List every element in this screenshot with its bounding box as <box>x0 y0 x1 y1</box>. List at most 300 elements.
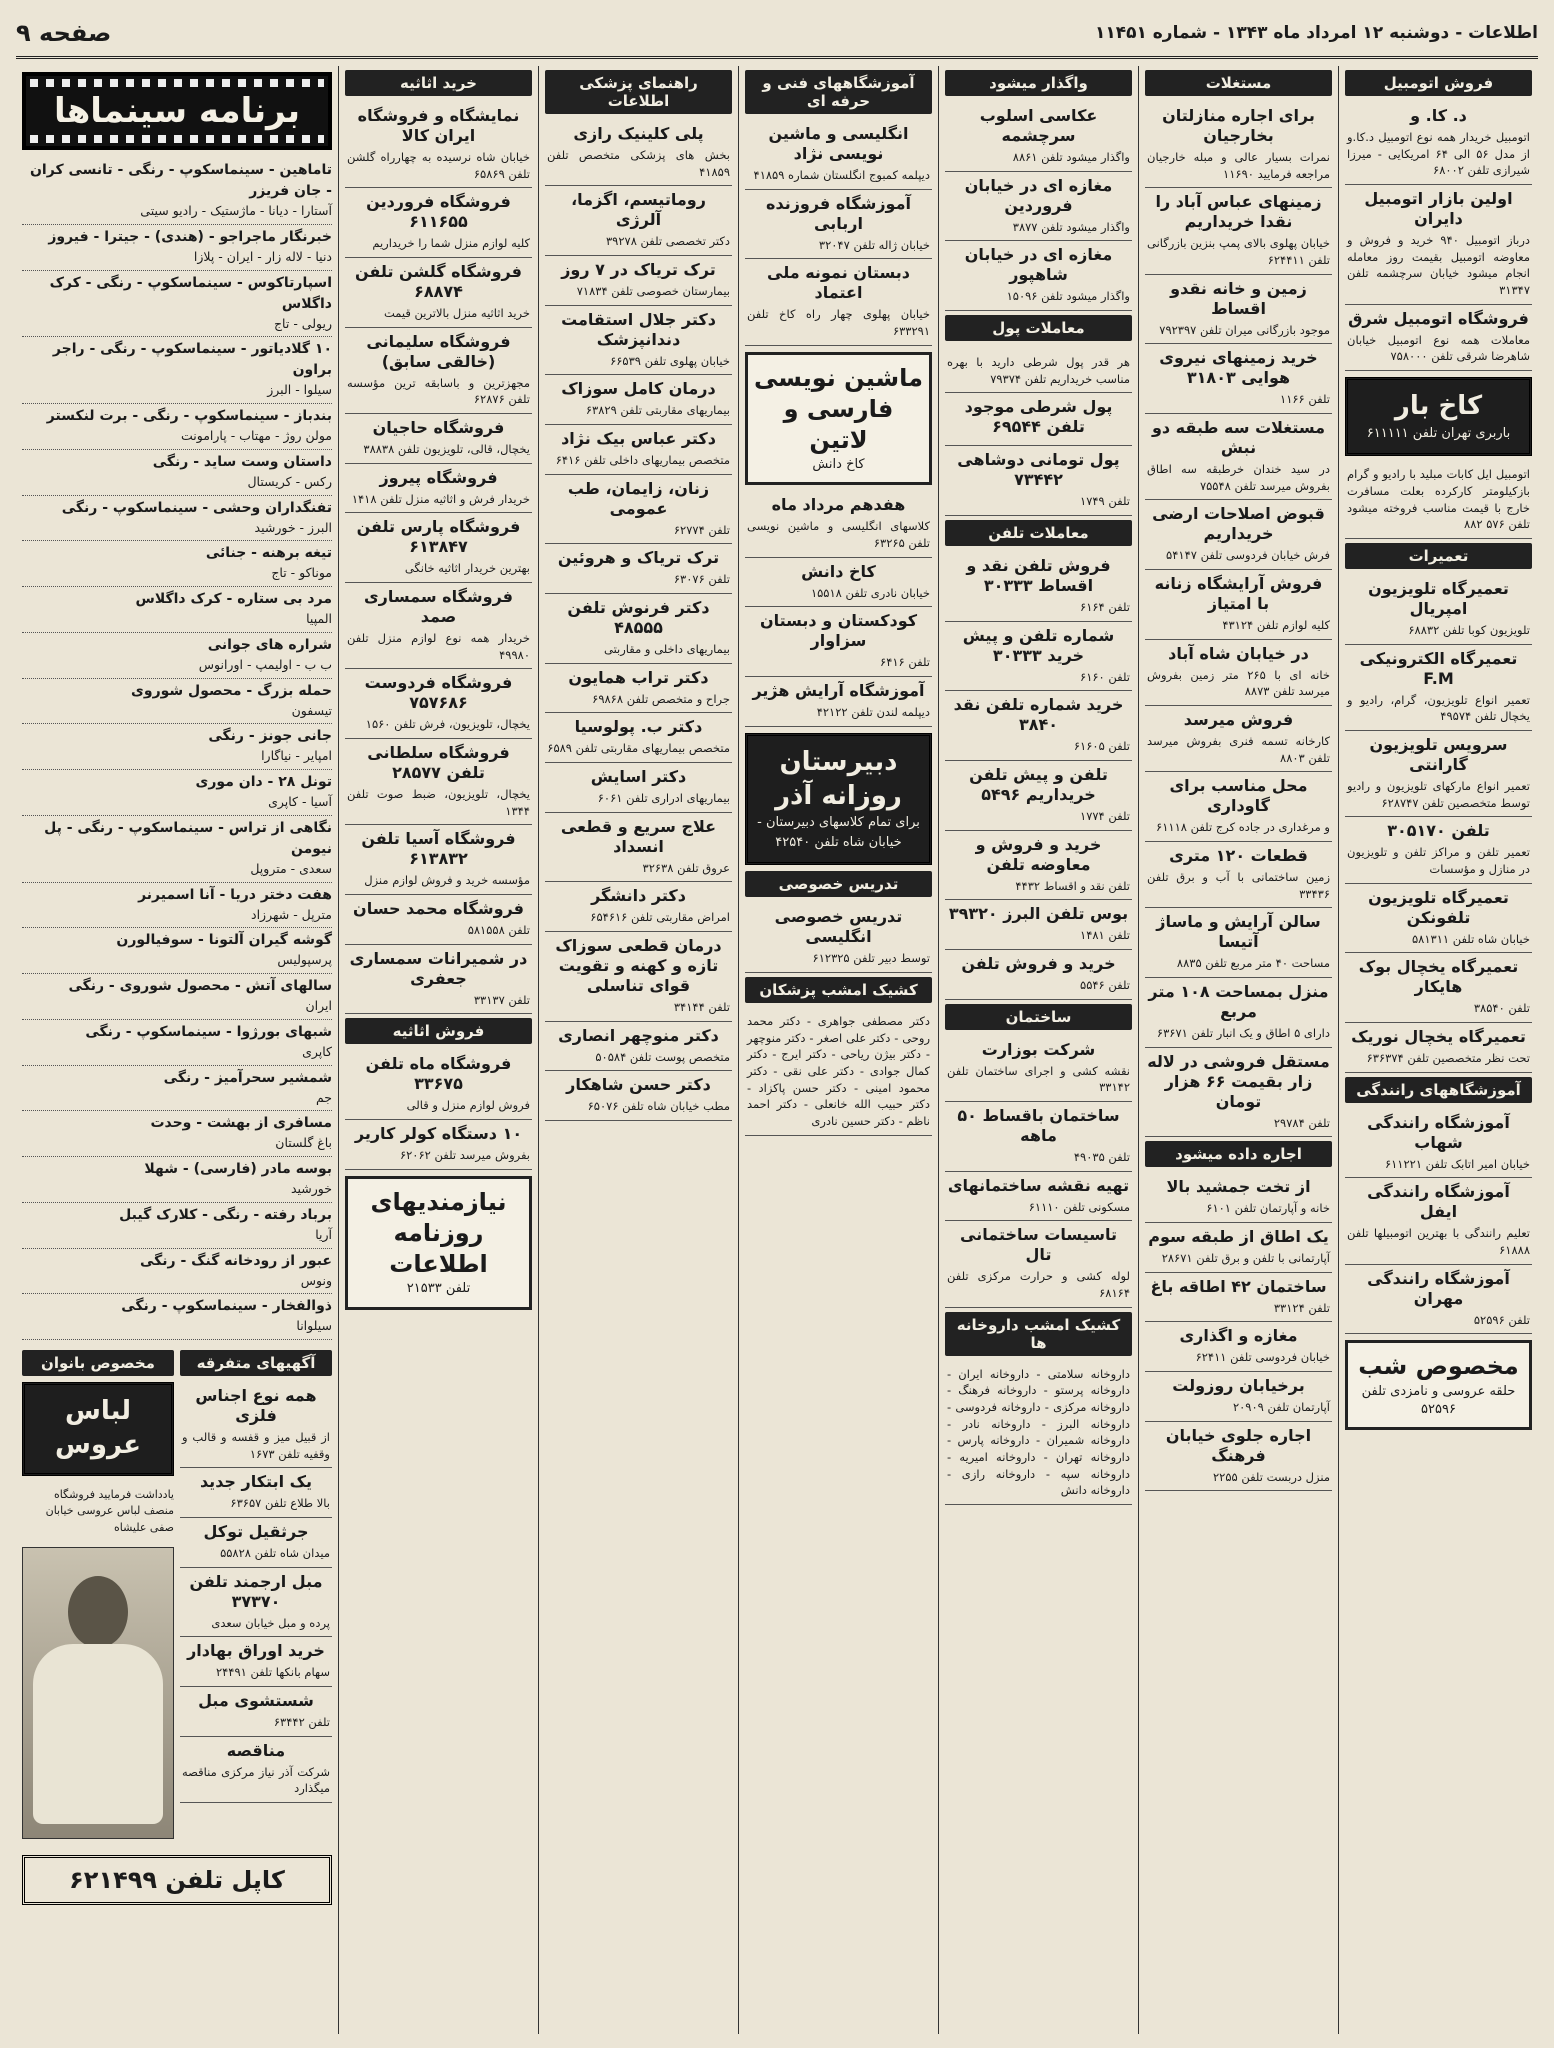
film-strip-bottom <box>30 135 324 143</box>
ad-heading: ساختمان ۴۲ اطاقه باغ <box>1150 1276 1327 1296</box>
section-title: آگهیهای متفرقه <box>180 1350 332 1376</box>
film-title: نگاهی از تراس - سینماسکوپ - رنگی - پل نیومن <box>44 819 332 857</box>
classified-ad <box>945 552 1132 622</box>
classified-ad <box>1145 102 1332 188</box>
classified-ad <box>345 825 532 895</box>
ad-heading: دکتر دانشگر <box>591 886 686 906</box>
masthead <box>16 10 1538 59</box>
film-title: اسپارتاکوس - سینماسکوپ - رنگی - کرک داگلاس <box>49 274 332 312</box>
column-row <box>16 66 1538 2034</box>
ad-heading: ۱۰ دستگاه کولر کاریر <box>354 1124 523 1144</box>
ad-heading: فروشگاه ماه تلفن ۳۳۶۷۵ <box>365 1054 512 1094</box>
cinema-names: سیلوا - البرز <box>267 382 332 398</box>
ad-heading: درمان قطعی سوزاک تازه و کهنه و تقویت قوای تناسلی <box>555 936 722 996</box>
cinema-listing <box>22 974 332 1020</box>
classified-ad <box>945 347 1132 393</box>
classified-ad <box>345 188 532 258</box>
classified-ad <box>180 1568 332 1638</box>
ad-heading: درمان کامل سوزاک <box>561 379 716 399</box>
ad-body: خیابان شاه نرسیده به چهارراه گلشن تلفن ۶۵۸۶۹ <box>347 150 530 181</box>
section-title: مخصوص بانوان <box>22 1350 174 1376</box>
ad-heading: فروش آرایشگاه زنانه با امتیاز <box>1154 574 1323 614</box>
cinema-listing <box>22 816 332 883</box>
ad-heading: علاج سریع و قطعی انسداد <box>560 816 717 856</box>
ad-body: تلفن ۶۲۷۷۴ <box>673 522 730 537</box>
classified-ad <box>545 664 732 714</box>
ad-body: بیماریهای ادراری تلفن ۶۰۶۱ <box>597 791 730 806</box>
ad-heading: مغازه ای در خیابان شاهپور <box>964 245 1113 285</box>
doctor-list: دکتر مصطفی جواهری - دکتر محمد روحی - دکتر علی اصغر - دکتر منوچهر - دکتر بیژن ریاحی - دکتر ایرج - دکتر کمال جوادی - دکتر علی نقی - دکتر محمود امینی - دکتر حسن پاکزاد - دکتر حبیب الله خانعلی - دکتر احمد ناظم - دکتر حسین نادری <box>745 1009 932 1136</box>
film-title: ذوالفخار - سینماسکوپ - رنگی <box>121 1298 332 1315</box>
classified-ad <box>1145 706 1332 772</box>
cinema-listing <box>22 1294 332 1340</box>
classified-ad <box>945 1102 1132 1172</box>
cinema-names: مولن روژ - مهتاب - پارامونت <box>181 428 332 443</box>
column-transfers <box>938 66 1138 2034</box>
ad-heading: جرثقیل توکل <box>203 1522 309 1542</box>
ad-body: یخچال، تلویزیون، ضبط صوت تلفن ۱۳۴۴ <box>347 787 530 818</box>
classified-ad <box>180 1468 332 1518</box>
classified-ad <box>1145 908 1332 978</box>
classified-ad <box>745 120 932 190</box>
ad-body: یخچال، قالی، تلویزیون تلفن ۳۸۸۳۸ <box>363 442 530 457</box>
film-title: برباد رفته - رنگی - کلارک گیبل <box>119 1206 332 1223</box>
ad-heading: دکتر حسن شاهکار <box>566 1075 711 1095</box>
classified-ad <box>945 446 1132 516</box>
ad-body: واگذار میشود تلفن ۸۸۶۱ <box>1012 150 1130 164</box>
ad-body: مسکونی تلفن ۶۱۱۱۰ <box>1028 1199 1130 1214</box>
ad-body: خانه ای با ۲۶۵ متر زمین بفروش میرسد تلفن ۸۸۷۳ <box>1147 667 1330 699</box>
classified-ad <box>545 306 732 376</box>
display-ad-typing: ماشین نویسی فارسی و لاتین کاخ دانش <box>745 352 932 486</box>
ad-body: جراح و متخصص تلفن ۶۹۸۶۸ <box>592 691 730 706</box>
film-title: تونل ۲۸ - دان موری <box>195 774 332 790</box>
ad-body: منزل دربست تلفن ۲۲۵۵ <box>1212 1469 1330 1484</box>
film-title: شراره های جوانی <box>207 636 332 653</box>
ad-heading: قطعات ۱۲۰ متری <box>1169 846 1308 866</box>
ad-body: بالا طلاع تلفن ۶۳۶۵۷ <box>230 1496 330 1511</box>
classified-ad <box>345 102 532 188</box>
section-title: خرید اثاثیه <box>345 70 532 96</box>
ad-body: آپارتمانی با تلفن و برق تلفن ۲۸۶۷۱ <box>1161 1251 1330 1266</box>
film-title: بوسه مادر (فارسی) - شهلا <box>144 1161 332 1177</box>
ad-heading: از تخت جمشید بالا <box>1166 1177 1311 1197</box>
ad-heading: فروشگاه گلشن تلفن ۶۸۸۷۴ <box>355 262 522 302</box>
ad-body: خیابان پهلوی تلفن ۶۶۵۳۹ <box>610 353 730 368</box>
display-ad-bridal: لباس عروس <box>22 1382 174 1476</box>
section-title: فروش اثاثیه <box>345 1018 532 1044</box>
ad-heading: فروشگاه پارس تلفن ۶۱۳۸۴۷ <box>356 517 521 557</box>
film-title: سالهای آتش - محصول شوروی - رنگی <box>68 978 332 994</box>
cinema-names: مترپل - شهرزاد <box>251 906 332 922</box>
ad-heading: یک اطاق از طبقه سوم <box>1148 1227 1329 1247</box>
ad-body: کلیه لوازم منزل شما را خریداریم <box>372 236 530 251</box>
ad-heading: فروشگاه سلیمانی (خالقی سابق) <box>366 331 511 371</box>
cinema-names: البرز - خورشید <box>254 519 332 535</box>
ad-body: واگذار میشود تلفن ۱۵۰۹۶ <box>1006 289 1130 304</box>
cinema-listing <box>22 337 332 404</box>
ad-heading: در خیابان شاه آباد <box>1168 643 1309 663</box>
cinema-names: موناکو - تاج <box>271 565 332 581</box>
classified-ad <box>180 1382 332 1468</box>
ad-body: تلفن ۶۱۶۰ <box>1080 669 1130 684</box>
classified-ad: تعمیرگاه الکترونیکی F.M تعمیر انواع تلویزیون، گرام، رادیو و یخچال تلفن ۴۹۵۷۴ <box>1345 645 1532 731</box>
ad-heading: انگلیسی و ماشین نویسی نژاد <box>768 124 909 163</box>
ad-heading: فروشگاه فردوست ۷۵۷۶۸۶ <box>364 673 513 713</box>
ad-heading: تاسیسات ساختمانی تال <box>960 1225 1117 1265</box>
film-title: بندباز - سینماسکوپ - رنگی - برت لنکستر <box>46 408 332 424</box>
ad-heading: نمایشگاه و فروشگاه ایران کالا <box>357 106 520 145</box>
cinema-listing <box>22 158 332 225</box>
ad-body: بخش های پزشکی متخصص تلفن ۴۱۸۵۹ <box>547 148 730 179</box>
ad-body: نمرات بسیار عالی و مبله خارجیان مراجعه فرمایید ۱۱۶۹۰ <box>1147 150 1330 181</box>
ad-heading: خرید زمینهای نیروی هوایی ۳۱۸۰۳ <box>1159 348 1318 388</box>
masthead-issue: اطلاعات - دوشنبه ۱۲ امرداد ماه ۱۳۴۳ - شماره ۱۱۴۵۱ <box>1094 23 1538 43</box>
ad-body: دارای ۵ اطاق و یک انبار تلفن ۶۳۶۷۱ <box>1156 1026 1330 1041</box>
section-title: کشیک امشب داروخانه ها <box>945 1312 1132 1356</box>
film-title: شبهای بورژوا - سینماسکوپ - رنگی <box>85 1023 332 1040</box>
ad-body: واگذار میشود تلفن ۳۸۷۷ <box>1012 219 1130 234</box>
cinema-listing <box>22 1111 332 1157</box>
cinema-listing <box>22 724 332 770</box>
classified-ad: اتومبیل ایل کابات مبلید با رادیو و گرام بازکیلومتر کارکرده بعلت مسافرت خارج با قیمت مناسب فروخته میشود تلفن ۵۷۶ ۸۸۲ <box>1345 462 1532 539</box>
ad-heading: خرید شماره تلفن نقد ۳۸۴۰ <box>953 695 1124 735</box>
classified-ad <box>945 900 1132 950</box>
column-cinema <box>16 66 338 2034</box>
classified-ad <box>1145 1223 1332 1273</box>
cinema-listing <box>22 679 332 725</box>
ad-body: تلفن ۶۱۶۴ <box>1080 600 1130 615</box>
classified-ad: آموزشگاه رانندگی مهران تلفن ۵۲۵۹۶ <box>1345 1265 1532 1335</box>
ad-body: بیمارستان خصوصی تلفن ۷۱۸۳۴ <box>576 284 730 299</box>
ad-body: تلفن ۱۷۴۹ <box>1080 494 1130 509</box>
cinema-names: المپیا <box>306 611 332 626</box>
cinema-names: ریولی - تاج <box>273 315 332 331</box>
classified-ad <box>1145 500 1332 570</box>
ad-heading: یک ابتکار جدید <box>199 1472 313 1492</box>
ad-heading: فروشگاه پیروز <box>379 467 498 487</box>
classified-ad <box>545 256 732 306</box>
cinema-listing <box>22 928 332 974</box>
ad-heading: فروشگاه حاجیان <box>372 418 505 438</box>
ad-heading: کاخ دانش <box>801 561 876 581</box>
classified-ad <box>945 761 1132 831</box>
classified-ad <box>945 241 1132 311</box>
ad-body: خیابان پهلوی چهار راه کاخ تلفن ۶۳۳۲۹۱ <box>747 307 930 339</box>
ad-heading: مغازه و اگذاری <box>1179 1326 1298 1346</box>
ad-heading: شرکت بوزارت <box>981 1039 1096 1059</box>
classified-ad <box>345 464 532 514</box>
classified-ad <box>945 1036 1132 1102</box>
ad-heading: تلفن و پیش تلفن خریداریم ۵۴۹۶ <box>969 765 1108 805</box>
cinema-names: جم <box>315 1089 332 1105</box>
cinema-listing <box>22 1249 332 1295</box>
classified-ad <box>1145 1048 1332 1138</box>
ad-heading: زنان، زایمان، طب عمومی <box>567 478 710 518</box>
classified-ad <box>545 932 732 1022</box>
ad-body: میدان شاه تلفن ۵۵۸۲۸ <box>220 1546 330 1561</box>
cinema-names: رکس - کریستال <box>247 473 332 489</box>
film-title: تیغه برهنه - جنائی <box>205 545 332 562</box>
classified-ad <box>1145 275 1332 345</box>
ad-body: تلفن ۱۴۸۱ <box>1080 928 1130 943</box>
cinema-listing <box>22 541 332 587</box>
classified-ad <box>745 677 932 727</box>
classified-ad <box>945 831 1132 901</box>
ad-body: تلفن ۶۴۱۶ <box>880 655 930 670</box>
classified-ad: آموزشگاه رانندگی شهاب خیابان امیر اتابک تلفن ۶۱۱۲۲۱ <box>1345 1109 1532 1179</box>
ad-body: متخصص پوست تلفن ۵۰۵۸۴ <box>595 1049 730 1064</box>
section-title: تعمیرات <box>1345 543 1532 569</box>
ad-body: بیماریهای داخلی و مقاربتی <box>603 642 730 657</box>
cinema-names: آستارا - دیانا - ماژستیک - رادیو سیتی <box>140 203 332 218</box>
ad-body: کلیه لوازم تلفن ۴۳۱۲۴ <box>1222 618 1330 633</box>
ad-heading: زمین و خانه نقدو اقساط <box>1170 278 1307 318</box>
ad-heading: سالن آرایش و ماساژ آتیسا <box>1156 912 1321 952</box>
ad-heading: برخیابان روزولت <box>1172 1376 1305 1396</box>
classified-ad <box>545 475 732 545</box>
classified-ad <box>745 259 932 345</box>
classified-ad <box>1145 414 1332 500</box>
classified-ad <box>1145 344 1332 414</box>
section-title: راهنمای پزشکی اطلاعات <box>545 70 732 114</box>
classified-ad <box>745 607 932 677</box>
ad-heading: آموزشگاه آرایش هژیر <box>752 681 925 701</box>
column-real-estate <box>1138 66 1338 2034</box>
ad-heading: دکتر فرنوش تلفن ۴۸۵۵۵ <box>567 598 710 638</box>
ad-heading: مناقصه <box>226 1740 286 1760</box>
classified-ad: تعمیرگاه یخچال نوریک تحت نظر متخصصین تلفن ۶۳۶۳۷۴ <box>1345 1023 1532 1073</box>
cinema-names: سعدی - متروپل <box>250 860 332 876</box>
ad-heading: فروشگاه سمساری صمد <box>363 587 514 627</box>
ad-body: تلفن ۳۴۱۴۴ <box>673 1000 730 1015</box>
classified-ad <box>945 172 1132 242</box>
film-strip-top <box>30 79 324 87</box>
ad-heading: خرید و فروش و معاوضه تلفن <box>975 834 1102 874</box>
ad-body: کلاسهای انگلیسی و ماشین نویسی تلفن ۶۳۲۶۵ <box>747 519 930 551</box>
ad-body: تلفن ۶۳۰۷۶ <box>673 572 730 587</box>
cinema-listing <box>22 450 332 496</box>
section-title: معاملات پول <box>945 315 1132 341</box>
classified-ad <box>945 102 1132 172</box>
ad-body: دکتر تخصصی تلفن ۳۹۲۷۸ <box>605 234 730 249</box>
classified-ad <box>945 393 1132 446</box>
ad-heading: بوس تلفن البرز ۳۹۳۲۰ <box>948 904 1129 924</box>
cinema-names: ایران <box>305 998 332 1013</box>
cinema-names: خورشید <box>290 1181 332 1196</box>
ad-heading: مغازه ای در خیابان فروردین <box>964 175 1113 215</box>
cinema-listing <box>22 587 332 633</box>
classified-ad <box>1145 978 1332 1048</box>
ad-body: خرید اثاثیه منزل بالاترین قیمت <box>383 306 530 321</box>
cinema-listing <box>22 1020 332 1066</box>
ad-body: یخچال، تلویزیون، فرش تلفن ۱۵۶۰ <box>365 717 530 732</box>
display-ad-classifieds: نیازمندیهای روزنامه اطلاعات تلفن ۲۱۵۳۳ <box>345 1176 532 1310</box>
ad-body: متخصص بیماریهای داخلی تلفن ۶۴۱۶ <box>555 453 730 468</box>
ad-heading: فروشگاه محمد حسان <box>353 899 524 919</box>
ad-heading: دکتر عباس بیک نژاد <box>561 429 716 449</box>
classified-ad <box>545 713 732 763</box>
classified-ad <box>545 763 732 813</box>
ad-heading: آموزشگاه فروزنده اربابی <box>766 193 911 233</box>
section-title: ساختمان <box>945 1004 1132 1030</box>
section-title: کشیک امشب پزشکان <box>745 977 932 1003</box>
ad-body: لوله کشی و حرارت مرکزی تلفن ۶۸۱۶۴ <box>947 1269 1130 1301</box>
classified-ad <box>1145 1273 1332 1323</box>
ad-heading: فروشگاه فروردین ۶۱۱۶۵۵ <box>366 192 511 232</box>
ad-heading: پول شرطی موجود تلفن ۶۹۵۴۴ <box>964 397 1113 437</box>
ad-heading: شستشوی مبل <box>198 1691 314 1711</box>
classified-ad <box>1145 1322 1332 1372</box>
ad-heading: دکتر تراب همایون <box>568 667 709 687</box>
cinema-names: ونوس <box>300 1272 332 1288</box>
ad-body: آپارتمان تلفن ۲۰۹۰۹ <box>1232 1400 1330 1415</box>
ad-heading: برای اجاره منازلتان بخارجیان <box>1162 106 1315 145</box>
classified-ad <box>345 328 532 414</box>
ad-heading: قبوض اصلاحات ارضی خریداریم <box>1152 504 1325 544</box>
cinema-listing <box>22 404 332 450</box>
classified-ad <box>545 882 732 932</box>
ad-body: فروش لوازم منزل و قالی <box>406 1098 530 1113</box>
classified-ad <box>745 491 932 557</box>
classified-ad <box>745 190 932 260</box>
ad-body: نقشه کشی و اجرای ساختمان تلفن ۳۳۱۴۲ <box>947 1063 1130 1095</box>
cinema-listing <box>22 496 332 542</box>
classified-ad: تلفن ۳۰۵۱۷۰ تعمیر تلفن و مراکز تلفن و تلویزیون در منازل و مؤسسات <box>1345 817 1532 883</box>
cinema-listing <box>22 633 332 679</box>
ad-body: دیپلمه کمبوج انگلستان شماره ۴۱۸۵۹ <box>753 168 930 182</box>
classified-ad <box>180 1518 332 1568</box>
ad-heading: خرید و فروش تلفن <box>961 954 1116 974</box>
ad-body: تلفن ۱۷۷۴ <box>1080 809 1130 824</box>
film-title: هفت دختر دریا - آنا اسمیرنر <box>138 886 332 903</box>
ad-heading: فروشگاه آسیا تلفن ۶۱۳۸۳۲ <box>361 829 516 869</box>
cinema-names: دنیا - لاله زار - ایران - پلازا <box>193 248 332 264</box>
cinema-names: ب ب - اولیمپ - اورانوس <box>198 656 332 672</box>
cinema-names: امپایر - نیاگارا <box>261 748 332 764</box>
classified-ad <box>345 895 532 945</box>
film-title: جانی جونز - رنگی <box>208 728 332 745</box>
ad-body: در سید خندان خرطبقه سه اطاق بفروش میرسد تلفن ۷۵۵۴۸ <box>1147 462 1330 493</box>
ad-body: موجود بازرگانی میران تلفن ۷۹۲۳۹۷ <box>1159 322 1330 337</box>
ad-body: توسط دبیر تلفن ۶۱۲۳۲۵ <box>812 951 930 966</box>
cinema-listing <box>22 1066 332 1112</box>
display-ad-school: دبیرستان روزانه آذر برای تمام کلاسهای دبیرستان - خیابان شاه تلفن ۴۲۵۴۰ <box>745 733 932 866</box>
ad-body: کارخانه تسمه فنری بفروش میرسد تلفن ۸۸۰۳ <box>1147 734 1330 765</box>
section-title: تدریس خصوصی <box>745 871 932 897</box>
classified-ad <box>1145 1173 1332 1223</box>
cinema-names: باغ گلستان <box>275 1135 332 1151</box>
column-schools <box>738 66 938 2034</box>
classified-ad <box>180 1637 332 1687</box>
classified-ad <box>345 1120 532 1170</box>
ad-heading: دکتر اسایش <box>590 767 687 787</box>
misc-ads <box>180 1346 332 1847</box>
classified-ad <box>345 739 532 825</box>
ad-body: خانه و آپارتمان تلفن ۶۱۰۱ <box>1206 1201 1330 1216</box>
ad-heading: دکتر ب. پولوسیا <box>574 717 703 737</box>
display-ad-banner: کاخ بار باربری تهران تلفن ۶۱۱۱۱۱ <box>1345 377 1532 456</box>
ad-body: تلفن ۵۸۱۵۵۸ <box>467 923 530 938</box>
ad-heading: کودکستان و دبستان سزاوار <box>759 611 918 651</box>
film-title: تفنگداران وحشی - سینماسکوپ - رنگی <box>61 499 332 516</box>
ad-body: شرکت آذر نیاز مرکزی مناقصه میگذارد <box>182 1764 330 1796</box>
ad-heading: ساختمان باقساط ۵۰ ماهه <box>957 1106 1120 1146</box>
ad-body: تلفن ۶۱۶۰۵ <box>1073 739 1130 754</box>
ad-heading: زمینهای عباس آباد را نقدا خریداریم <box>1155 192 1322 232</box>
ad-body: تلفن ۵۵۴۶ <box>1080 978 1130 993</box>
classified-ad: د. کا. و اتومبیل خریدار همه نوع اتومبیل د.کا.و از مدل ۵۶ الی ۶۴ امریکایی - میرزا شیرازی تلفن ۶۸۰۰۲ <box>1345 102 1532 185</box>
classified-ad <box>1145 570 1332 640</box>
cinema-names: آسیا - کاپری <box>268 794 332 809</box>
pharmacy-list: داروخانه سلامتی - داروخانه ایران - داروخانه پرستو - داروخانه فرهنگ - داروخانه مرکزی - داروخانه فردوسی - داروخانه البرز - داروخانه نادر - داروخانه شمیران - داروخانه پارس - داروخانه تهران - داروخانه امیریه - داروخانه سپه - داروخانه رازی - داروخانه دانش <box>945 1362 1132 1505</box>
ad-heading: پول تومانی دوشاهی ۷۳۴۴۲ <box>957 450 1120 490</box>
classified-ad <box>345 513 532 583</box>
ad-heading: دبستان نمونه ملی اعتماد <box>767 263 910 303</box>
cinema-names: کاپری <box>302 1043 332 1059</box>
ad-heading: مبل ارجمند تلفن ۳۷۳۷۰ <box>189 1571 323 1611</box>
film-title: ۱۰ گلادیاتور - سینماسکوپ - رنگی - راجر براون <box>52 341 332 379</box>
ad-heading: همه نوع اجناس فلزی <box>195 1386 317 1425</box>
cinema-names: پرسپولیس <box>277 952 332 968</box>
ad-body: تلفن ۱۱۶۶ <box>1280 392 1330 407</box>
ad-body: تلفن ۶۳۴۴۲ <box>273 1715 330 1730</box>
classified-ad <box>1145 1422 1332 1492</box>
cinema-listing <box>22 1203 332 1249</box>
classified-ad <box>545 544 732 594</box>
classified-ad <box>945 1221 1132 1307</box>
classified-ad <box>345 258 532 328</box>
ad-heading: در شمیرانات سمساری جعفری <box>349 948 528 988</box>
cinema-listing <box>22 883 332 929</box>
film-title: خبرنگار ماجراجو - (هندی) - جیترا - فیروز <box>48 228 332 245</box>
classified-ad: تعمیرگاه یخچال بوک هایکار تلفن ۳۸۵۴۰ <box>1345 953 1532 1023</box>
film-title: شمشیر سحرآمیز - رنگی <box>163 1069 332 1086</box>
ad-heading: تدریس خصوصی انگلیسی <box>774 907 903 947</box>
classified-ad: تعمیرگاه تلویزیون امپریال تلویزیون کوبا تلفن ۶۸۸۳۲ <box>1345 575 1532 645</box>
section-title: واگذار میشود <box>945 70 1132 96</box>
classified-ad: آموزشگاه رانندگی ایفل تعلیم رانندگی با بهترین اتومبیلها تلفن ۶۱۸۸۸ <box>1345 1178 1532 1264</box>
film-title: حمله بزرگ - محصول شوروی <box>131 682 332 699</box>
display-ad-ring: مخصوص شب حلقه عروسی و نامزدی تلفن ۵۲۵۹۶ <box>1345 1340 1532 1430</box>
ad-body: خیابان نادری تلفن ۱۵۵۱۸ <box>810 585 930 600</box>
ad-heading: اجاره جلوی خیابان فرهنگ <box>1165 1425 1312 1465</box>
film-title: مرد بی ستاره - کرک داگلاس <box>135 591 332 607</box>
ad-body: تلفن ۳۳۱۲۴ <box>1273 1300 1330 1315</box>
classified-ad: سرویس تلویزیون گارانتی تعمیر انواع مارکهای تلویزیون و رادیو توسط متخصصین تلفن ۶۲۸۷۴۷ <box>1345 731 1532 817</box>
film-title: مسافری از بهشت - وحدت <box>150 1115 332 1132</box>
ad-body: بفروش میرسد تلفن ۶۲۰۶۲ <box>399 1148 530 1163</box>
ad-body: عروق تلفن ۳۲۶۳۸ <box>642 860 730 875</box>
ad-heading: محل مناسب برای گاوداری <box>1169 776 1308 816</box>
ad-body: مطب خیابان شاه تلفن ۶۵۰۷۶ <box>587 1099 730 1114</box>
ad-heading: تهیه نقشه ساختمانهای <box>947 1175 1130 1195</box>
ad-body: تلفن نقد و اقساط ۴۴۳۲ <box>1015 878 1130 893</box>
ad-heading: مستغلات سه طبقه دو نبش <box>1151 418 1326 458</box>
ad-heading: دکتر جلال استقامت دندانپزشک <box>561 309 716 349</box>
classified-ad <box>945 622 1132 692</box>
classified-ad <box>1145 1372 1332 1422</box>
ad-body: دیپلمه لندن تلفن ۴۲۱۲۲ <box>816 705 930 720</box>
ad-heading: مستقل فروشی در لاله زار بقیمت ۶۶ هزار تومان <box>1147 1051 1330 1111</box>
ad-body: بیماریهای مقاربتی تلفن ۶۳۸۲۹ <box>585 403 730 418</box>
classified-ad <box>945 1172 1132 1222</box>
classified-ad <box>545 425 732 475</box>
cinema-banner: برنامه سینماها <box>22 72 332 150</box>
section-title: آموزشگاههای فنی و حرفه ای <box>745 70 932 114</box>
kapel-logo: کاپل تلفن ۶۲۱۴۹۹ <box>22 1855 332 1905</box>
classified-ad <box>545 594 732 664</box>
